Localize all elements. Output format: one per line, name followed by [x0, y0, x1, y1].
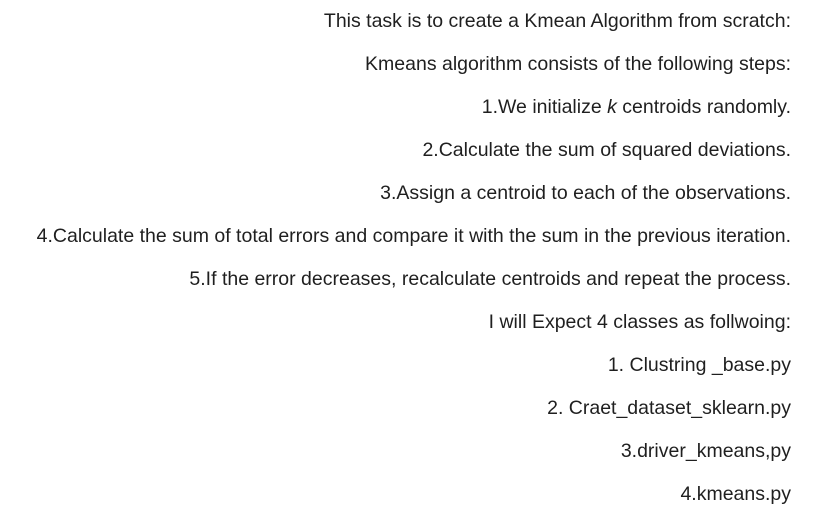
- steps-heading: Kmeans algorithm consists of the following steps:: [365, 53, 791, 75]
- class-item-2: 2. Craet_dataset_sklearn.py: [547, 397, 791, 419]
- step-1-suffix: centroids randomly.: [616, 96, 791, 118]
- step-4: 4.Calculate the sum of total errors and compare it with the sum in the previous iteration.: [36, 225, 791, 247]
- step-5: 5.If the error decreases, recalculate centroids and repeat the process.: [189, 268, 791, 290]
- step-3: 3.Assign a centroid to each of the observations.: [380, 182, 791, 204]
- class-item-1: 1. Clustring _base.py: [607, 354, 791, 376]
- step-1: [482, 95, 791, 119]
- class-item-4: 4.kmeans.py: [680, 483, 791, 505]
- step-2: 2.Calculate the sum of squared deviations.: [422, 139, 791, 161]
- step-1-prefix: 1.We initialize: [481, 96, 608, 118]
- class-item-3: 3.driver_kmeans,py: [620, 440, 791, 462]
- intro-line: This task is to create a Kmean Algorithm from scratch:: [323, 10, 791, 32]
- classes-heading: I will Expect 4 classes as follwoing:: [488, 311, 791, 333]
- step-1-variable: k: [607, 96, 617, 118]
